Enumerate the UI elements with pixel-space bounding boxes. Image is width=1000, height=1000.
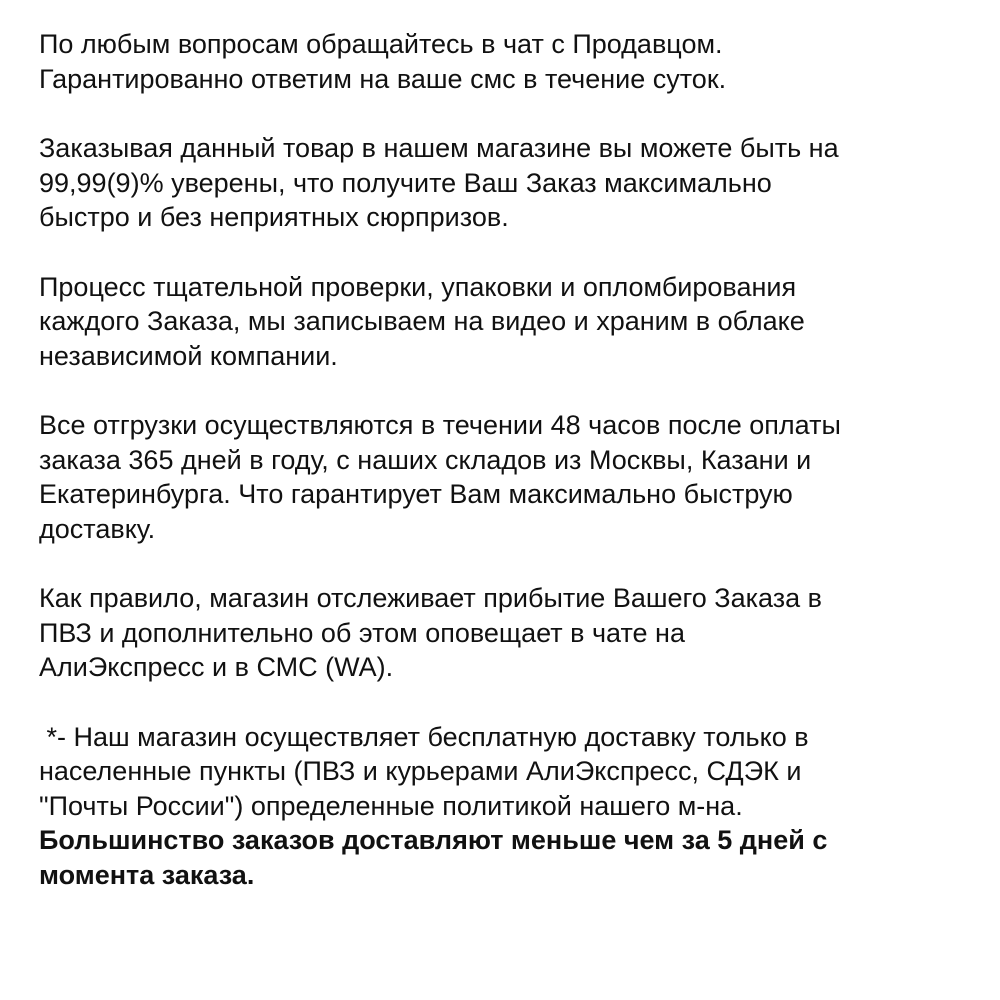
- text-line: заказа 365 дней в году, с наших складов из Москвы, Казани и: [39, 444, 812, 475]
- paragraph-shipping: [39, 408, 979, 546]
- text-line: АлиЭкспресс и в СМС (WA).: [39, 652, 394, 682]
- document-body: [39, 27, 979, 892]
- text-line: Процесс тщательной проверки, упаковки и опломбирования: [39, 271, 797, 302]
- text-line: каждого Заказа, мы записываем на видео и храним в облаке: [39, 306, 805, 336]
- text-line: По любым вопросам обращайтесь в чат с Продавцом.: [39, 29, 723, 59]
- text-line: ПВЗ и дополнительно об этом оповещает в чате на: [39, 617, 685, 648]
- paragraph-packing: [39, 270, 979, 374]
- text-line: "Почты России") определенные политикой нашего м-на.: [39, 790, 743, 821]
- bold-text-line: Большинство заказов доставляют меньше чем за 5 дней с: [39, 825, 828, 855]
- text-line: Гарантированно ответим на ваше смс в течение суток.: [39, 63, 727, 94]
- paragraph-guarantee: [39, 131, 979, 235]
- text-line: Екатеринбурга. Что гарантирует Вам максимально быструю: [39, 479, 793, 509]
- text-line: населенные пункты (ПВЗ и курьерами АлиЭкспресс, СДЭК и: [39, 756, 802, 786]
- paragraph-free-delivery: [39, 720, 979, 893]
- text-line: независимой компании.: [39, 340, 338, 371]
- bold-text-line: момента заказа.: [39, 859, 255, 890]
- text-line: 99,99(9)% уверены, что получите Ваш Заказ максимально: [39, 167, 772, 198]
- text-line: быстро и без неприятных сюрпризов.: [39, 202, 509, 232]
- text-line: *- Наш магазин осуществляет бесплатную доставку только в: [39, 721, 809, 752]
- text-line: Заказывая данный товар в нашем магазине вы можете быть на: [39, 133, 839, 163]
- text-line: доставку.: [39, 513, 156, 544]
- paragraph-tracking: [39, 581, 979, 685]
- paragraph-contact: [39, 27, 979, 96]
- text-line: Как правило, магазин отслеживает прибытие Вашего Заказа в: [39, 583, 822, 613]
- text-line: Все отгрузки осуществляются в течении 48 часов после оплаты: [39, 410, 841, 440]
